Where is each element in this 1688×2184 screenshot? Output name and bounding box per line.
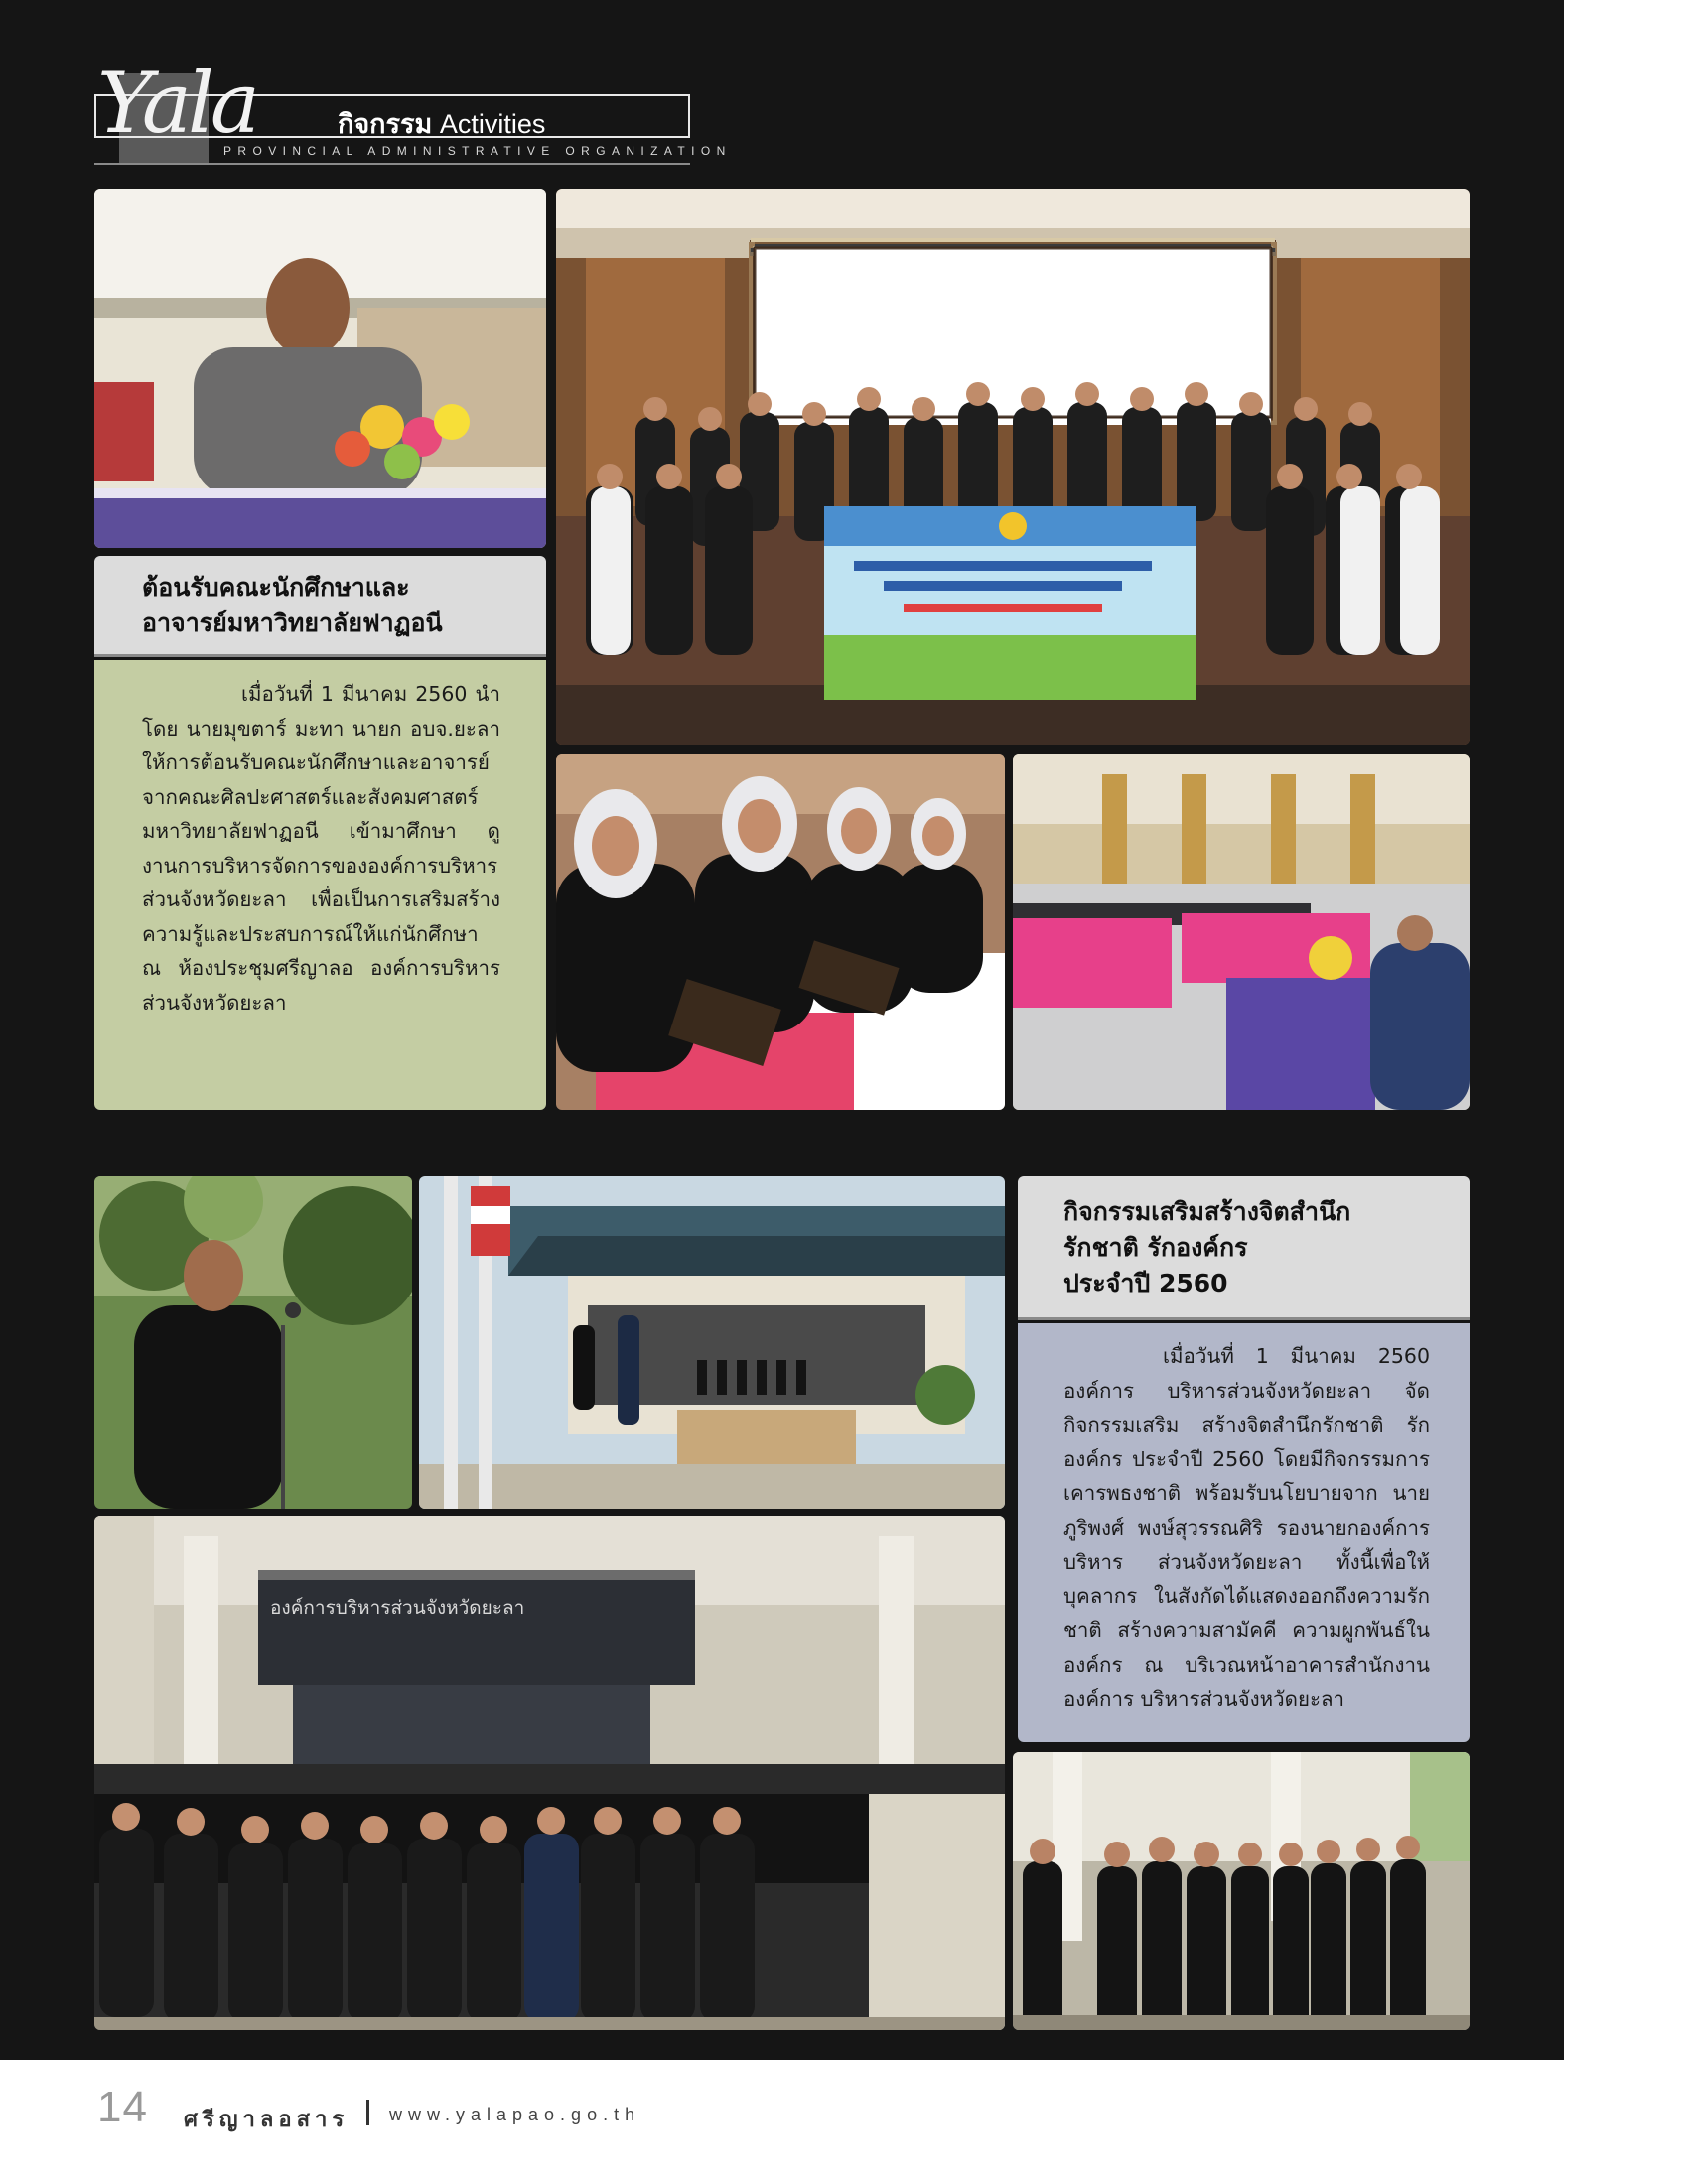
building-sign: องค์การบริหารส่วนจังหวัดยะลา [270, 1597, 525, 1619]
article2-heading-line3: ประจำปี 2560 [1063, 1269, 1228, 1297]
footer-separator [366, 2100, 369, 2125]
article2-heading [1018, 1176, 1470, 1320]
article2-heading-line1: กิจกรรมเสริมสร้างจิตสำนึก [1063, 1197, 1351, 1226]
article2-heading-line2: รักชาติ รักองค์กร [1063, 1233, 1248, 1262]
photo-speaker-at-podium [94, 189, 546, 548]
publication-name: ศรีญาลอสาร [184, 2108, 350, 2132]
page-margin [1564, 0, 1688, 2184]
header-title [338, 102, 545, 145]
article2-body [1018, 1323, 1470, 1742]
header-divider [94, 163, 690, 165]
article1-body [94, 660, 546, 1110]
article1-heading-line2: อาจารย์มหาวิทยาลัยฟาฏอนี [142, 609, 443, 637]
page-number: 14 [97, 2083, 148, 2131]
photo-meeting-hall [1013, 754, 1470, 1110]
footer-url[interactable]: www.yalapao.go.th [389, 2105, 641, 2124]
photo-speaker-with-microphone [94, 1176, 412, 1509]
header-title-en: Activities [439, 109, 546, 139]
header-title-th: กิจกรรม [338, 109, 433, 139]
article1-paragraph: เมื่อวันที่ 1 มีนาคม 2560 นำโดย นายมุขตาร์ มะทา นายก อบจ.ยะลา ให้การต้อนรับคณะนักศึกษาและอาจารย์ จากคณะศิลปะศาสตร์และสังคมศาสตร์ มหาวิทยาลัยฟาฏอนี เข้ามาศึกษา ดูงานการบริหารจัดการขององค์การบริหาร ส่วนจังหวัดยะลา เพื่อเป็นการเสริมสร้าง ความรู้และประสบการณ์ให้แก่นักศึกษา ณ ห้องประชุมศรีญาลอ องค์การบริหาร ส่วนจังหวัดยะลา [142, 682, 500, 1015]
photo-flag-raising [419, 1176, 1005, 1509]
header-logo: Yala [97, 55, 256, 152]
header-subtitle: PROVINCIAL ADMINISTRATIVE ORGANIZATION [223, 144, 732, 158]
article1-heading [94, 556, 546, 657]
photo-staff-group-at-building [94, 1516, 1005, 2030]
article1-heading-line1: ต้อนรับคณะนักศึกษาและ [142, 573, 410, 602]
photo-group-with-banner [556, 189, 1470, 745]
photo-staff-line-up [1013, 1752, 1470, 2030]
photo-students-at-tables [556, 754, 1005, 1110]
article2-paragraph: เมื่อวันที่ 1 มีนาคม 2560 องค์การ บริหารส่วนจังหวัดยะลา จัดกิจกรรมเสริม สร้างจิตสำนึกรักชาติ รักองค์กร ประจำปี 2560 โดยมีกิจกรรมการเคารพธงชาติ พร้อมรับนโยบายจาก นายภูริพงศ์ พงษ์สุวรรณศิริ รองนายกองค์การบริหาร ส่วนจังหวัดยะลา ทั้งนี้เพื่อให้บุคลากร ในสังกัดได้แสดงออกถึงความรักชาติ สร้างความสามัคคี ความผูกพันธ์ในองค์กร ณ บริเวณหน้าอาคารสำนักงานองค์การ บริหารส่วนจังหวัดยะลา [1063, 1344, 1430, 1710]
